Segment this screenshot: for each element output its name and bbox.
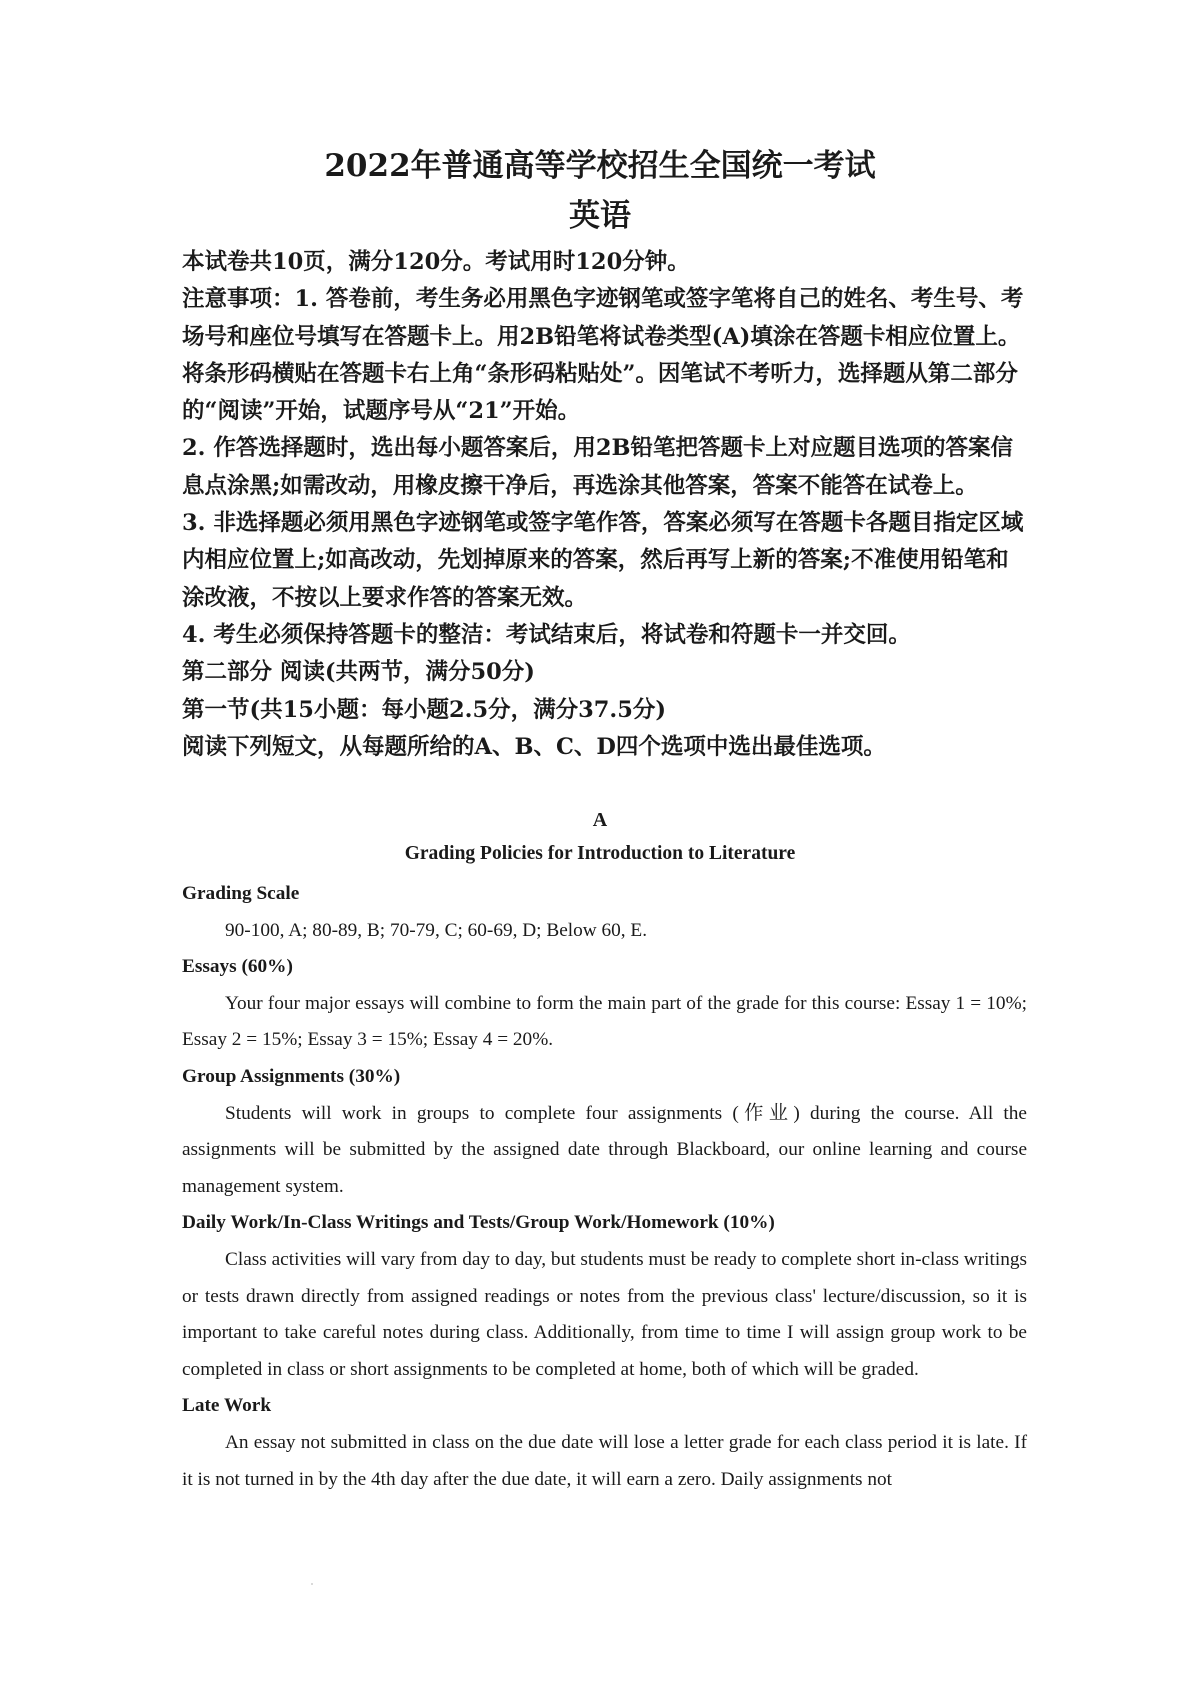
reading-direction: 阅读下列短文，从每题所给的A、B、C、D四个选项中选出最佳选项。 — [182, 733, 886, 760]
exam-subject: 英语 — [569, 198, 631, 234]
part-two-heading: 第二部分 阅读(共两节，满分50分) — [182, 659, 535, 686]
scan-speck — [311, 1583, 313, 1585]
section-heading-daily-work: Daily Work/In-Class Writings and Tests/Group Work/Homework (10%) — [182, 1212, 775, 1234]
section-text-late-work: An essay not submitted in class on the due date will lose a letter grade for each class period it is late. If it is not turned in by the 4th day after the due date, it will earn a zero. Daily assignments not — [182, 1431, 1027, 1490]
section-heading-late-work: Late Work — [182, 1395, 272, 1417]
passage-title: Grading Policies for Introduction to Literature — [404, 843, 796, 864]
passage-letter: A — [592, 809, 608, 831]
instruction-note-3: 3. 非选择题必须用黑色字迹钢笔或签字笔作答，答案必须写在答题卡各题目指定区域内相应位置上;如高改动，先划掉原来的答案，然后再写上新的答案;不准使用铅笔和涂改液，不按以上要求作答的答案无效。 — [182, 510, 1024, 611]
instruction-note-1: 注意事项：1. 答卷前，考生务必用黑色字迹钢笔或签字笔将自己的姓名、考生号、考场号和座位号填写在答题卡上。用2B铅笔将试卷类型(A)填涂在答题卡相应位置上。将条形码横贴在答题卡右上角“条形码粘贴处”。因笔试不考听力，选择题从第二部分的“阅读”开始，试题序号从“21”开始。 — [182, 286, 1024, 425]
exam-title: 2022年普通高等学校招生全国统一考试 — [324, 148, 876, 184]
exam-instructions — [182, 244, 1027, 766]
section-heading-grading-scale: Grading Scale — [182, 883, 300, 904]
section-text-grading-scale: 90-100, A; 80-89, B; 70-79, C; 60-69, D; Below 60, E. — [225, 919, 648, 941]
passage-body — [182, 876, 1027, 1498]
exam-intro: 本试卷共10页，满分120分。考试用时120分钟。 — [182, 249, 690, 275]
section-heading-group-assignments: Group Assignments (30%) — [182, 1065, 401, 1087]
section-text-daily-work: Class activities will vary from day to day, but students must be ready to complete short in-class writings or tests drawn directly from assigned readings or notes from the previous class' lecture/discussion, so it is important to take careful notes during class. Additionally, from time to time I will assign group work to be completed in class or short assignments to be completed at home, both of which will be graded. — [182, 1248, 1027, 1380]
section-one-heading: 第一节(共15小题：每小题2.5分，满分37.5分) — [182, 696, 667, 723]
section-text-group-assignments: Students will work in groups to complete four assignments (作业) during the course. All the assignments will be submitted by the assigned date through Blackboard, our online learning and course management system. — [182, 1102, 1027, 1197]
instruction-note-4: 4. 考生必须保持答题卡的整洁：考试结束后，将试卷和符题卡一并交回。 — [182, 621, 911, 648]
section-text-essays: Your four major essays will combine to form the main part of the grade for this course: Essay 1 = 10%; Essay 2 = 15%; Essay 3 = 15%; Essay 4 = 20%. — [182, 992, 1027, 1051]
instruction-note-2: 2. 作答选择题时，选出每小题答案后，用2B铅笔把答题卡上对应题目选项的答案信息点涂黑;如需改动，用橡皮擦干净后，再选涂其他答案，答案不能答在试卷上。 — [182, 435, 1013, 499]
section-heading-essays: Essays (60%) — [182, 956, 293, 978]
